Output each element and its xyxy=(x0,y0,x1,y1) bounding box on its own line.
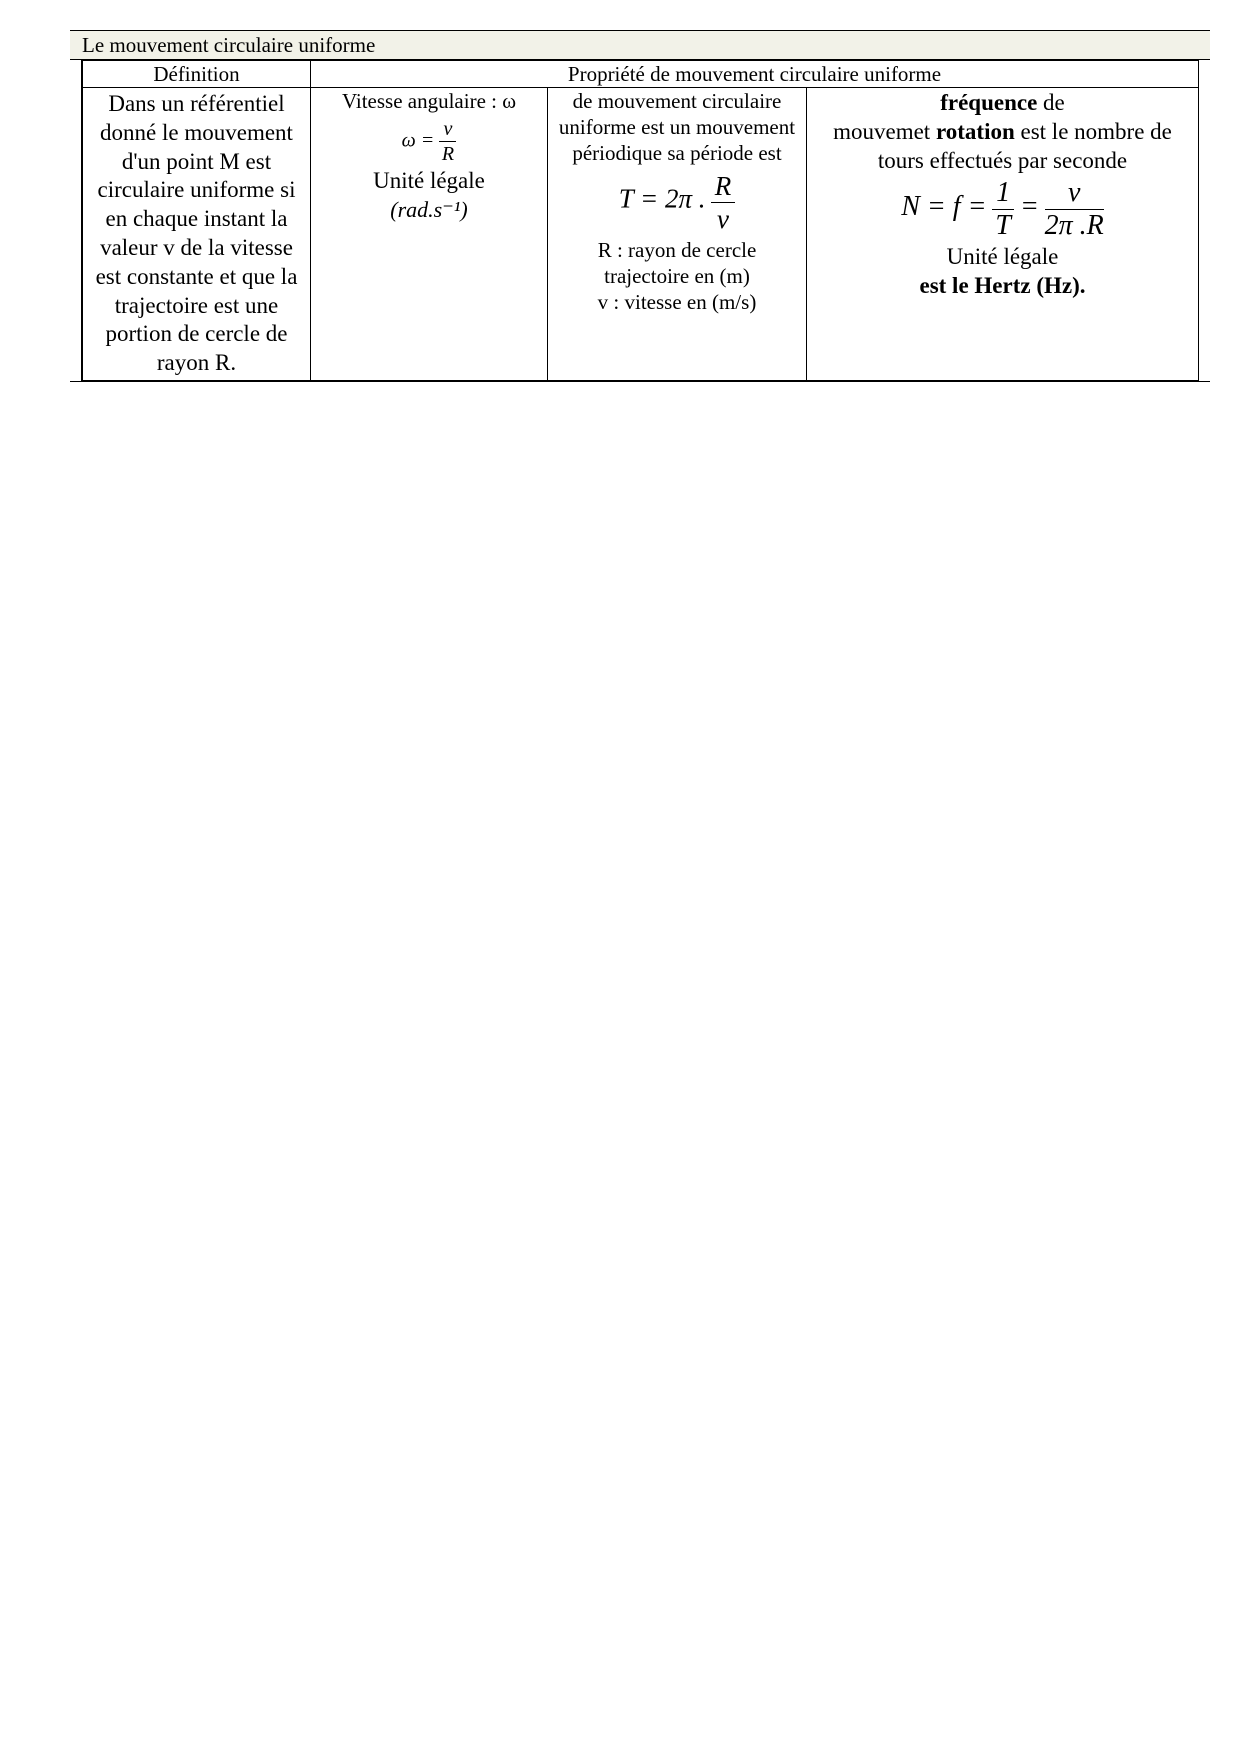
omega-numerator: v xyxy=(439,117,456,142)
section-title: Le mouvement circulaire uniforme xyxy=(70,31,1210,60)
frequency-desc-rotation: rotation xyxy=(935,119,1015,144)
header-definition: Définition xyxy=(83,61,311,88)
properties-table xyxy=(82,60,1199,381)
frequency-unit-label: Unité légale xyxy=(946,244,1059,269)
frequency-numerator-1: 1 xyxy=(992,177,1014,210)
period-text: de mouvement circulaire uniforme est un mouvement périodique sa période est xyxy=(558,89,796,165)
frequency-desc-c: est le nombre de tours effectués par seconde xyxy=(877,119,1172,173)
omega-fraction xyxy=(439,117,456,166)
period-denominator: v xyxy=(717,204,729,234)
frequency-numerator-2: v xyxy=(1045,177,1104,210)
frequency-fraction-1 xyxy=(992,177,1014,242)
angular-unit: (rad.s⁻¹) xyxy=(390,197,468,222)
angular-unit-label: Unité légale xyxy=(373,168,485,193)
frequency-word-suffix: de xyxy=(1037,90,1065,115)
frequency-intro xyxy=(813,88,1192,117)
frequency-denominator-2: 2π .R xyxy=(1044,210,1104,241)
frequency-lhs: N = f = xyxy=(901,190,987,222)
frequency-desc-a: mouvemet xyxy=(833,119,936,144)
frequency-word: fréquence xyxy=(940,90,1038,115)
angular-velocity-formula xyxy=(317,117,541,166)
definition-cell: Dans un référentiel donné le mouvement d'un point M est circulaire uniforme si en chaque instant la valeur v de la vitesse est constante et que la trajectoire est une portion de cercle de rayon R. xyxy=(83,88,311,381)
period-lhs: T = 2π . xyxy=(618,183,706,214)
content-block xyxy=(70,30,1210,382)
period-formula xyxy=(554,170,800,235)
frequency-unit: est le Hertz (Hz). xyxy=(919,273,1086,298)
table-frame xyxy=(81,60,1199,381)
angular-velocity-title: Vitesse angulaire : ω xyxy=(341,89,517,113)
frequency-cell xyxy=(807,88,1199,381)
frequency-denominator-1: T xyxy=(995,210,1011,241)
period-cell xyxy=(548,88,807,381)
frequency-fraction-2 xyxy=(1045,177,1104,242)
velocity-definition: v : vitesse en (m/s) xyxy=(597,290,757,314)
frequency-equals: = xyxy=(1019,190,1039,222)
frequency-description xyxy=(813,117,1192,175)
omega-lhs: ω = xyxy=(401,129,435,152)
period-numerator: R xyxy=(711,170,736,203)
radius-definition: R : rayon de cercle trajectoire en (m) xyxy=(597,238,757,288)
table-header-row xyxy=(83,61,1199,88)
frequency-formula xyxy=(813,177,1192,242)
period-fraction xyxy=(711,170,736,235)
table-row xyxy=(83,88,1199,381)
header-properties: Propriété de mouvement circulaire uniforme xyxy=(311,61,1199,88)
angular-velocity-cell xyxy=(311,88,548,381)
omega-denominator: R xyxy=(441,143,455,165)
